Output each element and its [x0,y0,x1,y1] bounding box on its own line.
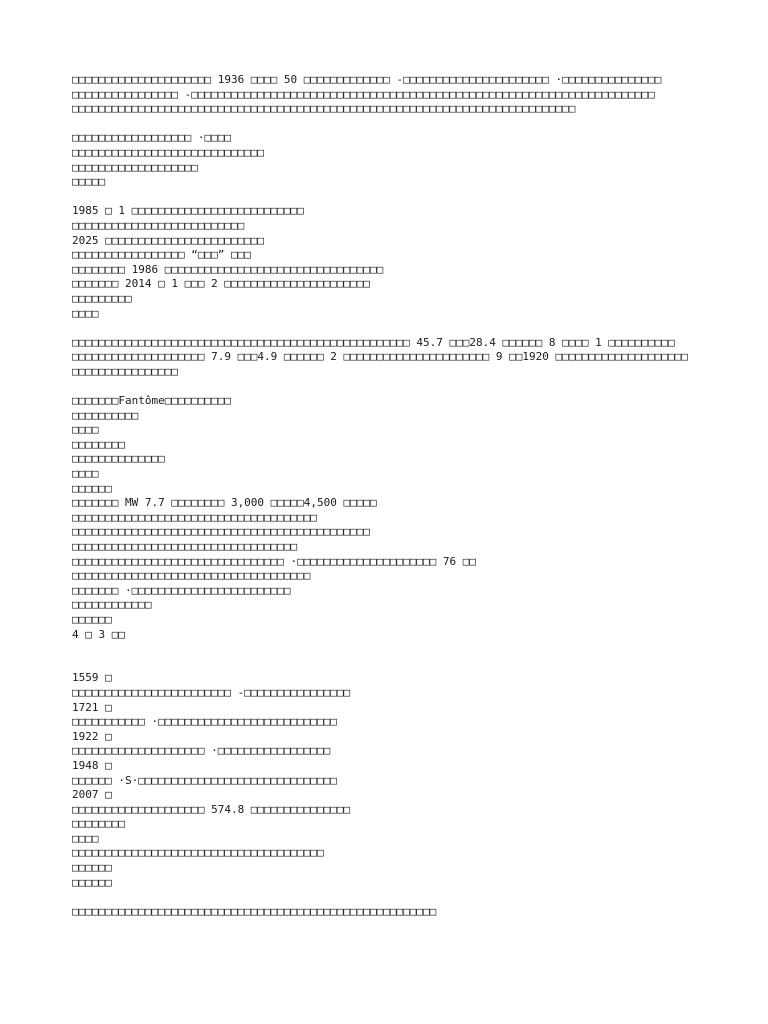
text-line: □□□□□□□□□□□□□□□□□□ ·□□□□ [72,131,231,145]
text-line: □□□□□□□□□□□□□□ [72,452,165,466]
info-block [72,131,702,189]
text-line: □□□□□□□ ·□□□□□□□□□□□□□□□□□□□□□□□□ [72,583,291,597]
text-line: □□□□□□□□ 1986 □□□□□□□□□□□□□□□□□□□□□□□□□□□□□□□□□ [72,262,384,276]
text-line: □□□□□□□□□□□□□□□□ -□□□□□□□□□□□□□□□□□□□□□□□□□□□□□□□□□□□□□□□□□□□□□□□□□□□□□□□□□□□□□□□□□□□□□□ [72,87,655,101]
text-line: □□□□□□ [72,875,112,889]
text-line: □□□□□□□□ [72,437,125,451]
text-line: □□□□ [72,306,99,320]
timeline-year: 1948 □ [72,758,112,772]
document-page [72,73,702,919]
text-line: □□□□□□□□□□□□□□□□□□□□□□□□□□□□□□□□□□□□□□□□□□□□□□□□□□□□□□□□□□□□□□□□□□□□□□□□□□□□ [72,102,576,116]
timeline-year: 1559 □ [72,671,112,685]
text-line: □□□□□□□□□□□□□□□□□□□ [72,160,198,174]
text-line: □□□□□□□□□□□□□□□□□□□□□□□□□□□□□□□□□□□□□□ [72,846,324,860]
text-line: □□□□□ [72,175,106,189]
text-line: □□□□□□□□□□□□□□□□□□□□□□□□□□□□□□□□□□□□□□□□□□□□□□□□□□□ 45.7 □□□28.4 □□□□□□ 8 □□□□ 1 □□□□□□□□□□ [72,335,675,349]
timeline-year: 1922 □ [72,729,112,743]
text-line: □□□□□□□Fantôme□□□□□□□□□□ [72,394,231,408]
text-line: □□□□□□□ MW 7.7 □□□□□□□□ 3,000 □□□□□4,500 □□□□□ [72,496,377,510]
text-line: □□□□□□□□□□□□□□□□□□□□□□□□□□□□□□□□ ·□□□□□□□□□□□□□□□□□□□□□ 76 □□ [72,554,476,568]
details-block [72,394,702,642]
text-line: □□□□□□□□□□□□□□□□□□□□□□□□□□□□□□□□□□ [72,540,298,553]
text-line: □□□□□□□□□□□□□□□□□□□□ 574.8 □□□□□□□□□□□□□□□ [72,802,351,816]
geography-paragraph [72,336,702,380]
timeline-year: 1721 □ [72,700,112,714]
text-line: □□□□□□□□□□□□□□□□□ “□□□” □□□ [72,248,251,262]
text-line: □□□□□□□ 2014 □ 1 □□□ 2 □□□□□□□□□□□□□□□□□□□□□□ [72,277,371,291]
text-line: 4 □ 3 □□ [72,627,125,641]
text-line: 2025 □□□□□□□□□□□□□□□□□□□□□□□□ [72,233,265,247]
text-line: □□□□□□ [72,612,112,626]
text-line: □□□□□□□□□ [72,291,132,305]
footer-line: □□□□□□□□□□□□□□□□□□□□□□□□□□□□□□□□□□□□□□□□□□□□□□□□□□□□□□□ [72,904,437,918]
text-line: □□□□□□□□□□□□□□□□□□□□□ 1936 □□□□ 50 □□□□□□□□□□□□□ -□□□□□□□□□□□□□□□□□□□□□□ ·□□□□□□□□□□□□□□□ [72,73,662,86]
text-line: □□□□□□□□□□□□□□□□□□□□□□□□□□□□□□□□□□□□ [72,569,311,583]
timeline-block [72,671,702,890]
intro-paragraph [72,73,702,117]
history-block [72,204,702,321]
text-line: □□□□□□□□□□□□□□□□□□□□ ·□□□□□□□□□□□□□□□□□ [72,744,331,758]
text-line: □□□□□□□□□□□□□□□□□□□□□□□□□□ [72,218,245,232]
text-line: □□□□□□□□□□□□□□□□□□□□□□□□ -□□□□□□□□□□□□□□□□ [72,685,351,699]
text-line: □□□□□□□□□□ [72,408,139,422]
text-line: □□□□□□□□□□□ ·□□□□□□□□□□□□□□□□□□□□□□□□□□□ [72,715,337,729]
text-line: 1985 □ 1 □□□□□□□□□□□□□□□□□□□□□□□□□□ [72,204,304,218]
text-line: □□□□□□ [72,861,112,875]
text-line: □□□□□□□□□□□□□□□□□□□□□□□□□□□□□ [72,145,265,159]
text-line: □□□□□□ [72,481,112,495]
text-line: □□□□□□□□□□□□□□□□□□□□□□□□□□□□□□□□□□□□□ [72,510,318,524]
text-line: □□□□□□□□□□□□□□□□□□□□□□□□□□□□□□□□□□□□□□□□□□□□□ [72,525,371,539]
text-line: □□□□ [72,831,99,845]
text-line: □□□□□□□□ [72,817,125,831]
text-line: □□□□□□□□□□□□□□□□ [72,364,178,378]
text-line: □□□□ [72,423,99,437]
text-line: □□□□□□□□□□□□ [72,598,152,612]
timeline-year: 2007 □ [72,788,112,802]
text-line: □□□□□□□□□□□□□□□□□□□□ 7.9 □□□4.9 □□□□□□ 2 □□□□□□□□□□□□□□□□□□□□□□ 9 □□1920 □□□□□□□□□□□□□□□□□□□□ [72,350,688,364]
text-line: □□□□ [72,467,99,481]
text-line: □□□□□□ ·S·□□□□□□□□□□□□□□□□□□□□□□□□□□□□□□ [72,773,337,787]
